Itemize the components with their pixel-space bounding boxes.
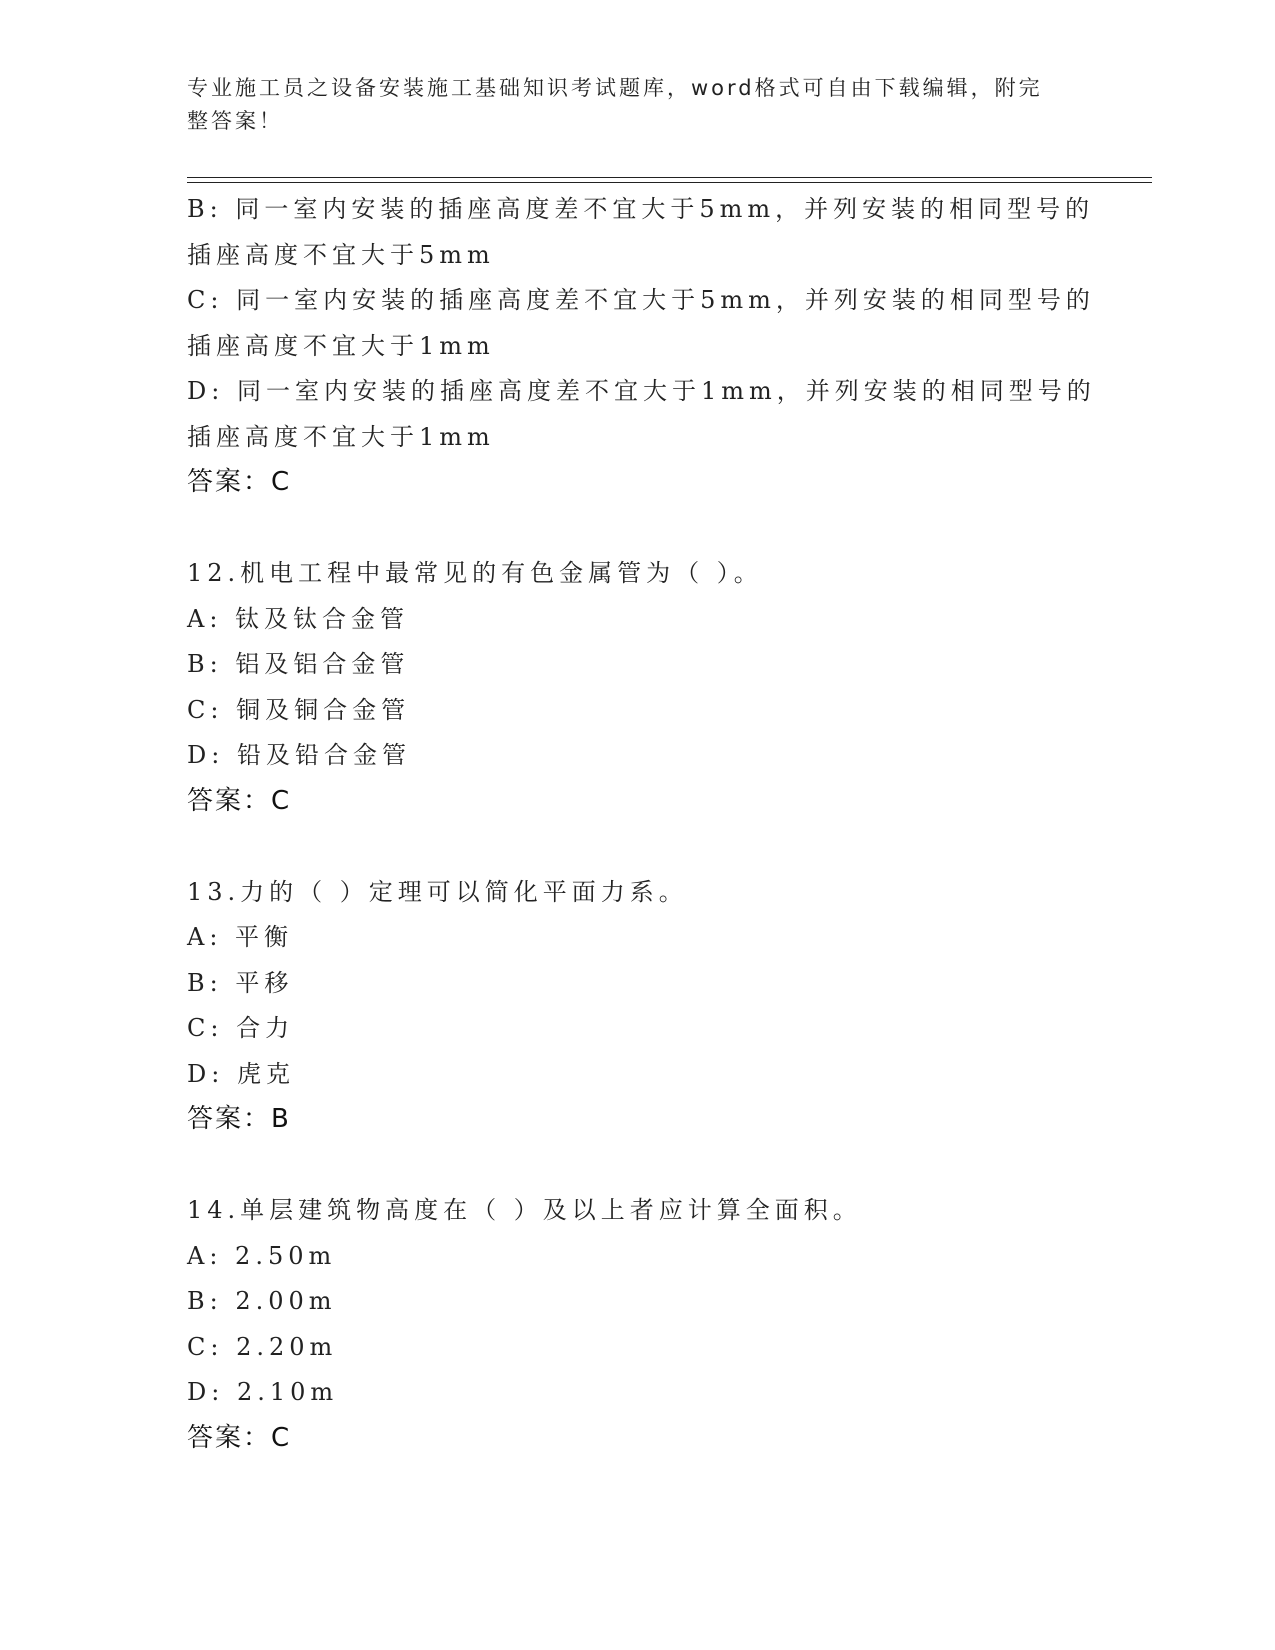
question-list	[187, 187, 1096, 1461]
option-c: C: 铜及铜合金管	[187, 695, 411, 724]
question-14	[187, 1188, 1087, 1461]
option-b: B: 2.00m	[187, 1287, 337, 1315]
question-stem: 13.力的（ ）定理可以简化平面力系。	[187, 877, 688, 906]
option-d: D: 铅及铅合金管	[187, 741, 411, 769]
option-a: A: 平衡	[187, 923, 294, 951]
header-line-1: 专业施工员之设备安装施工基础知识考试题库，word格式可自由下载编辑，附完	[187, 76, 1043, 100]
answer-text: 答案：C	[187, 1422, 292, 1453]
question-stem: 12.机电工程中最常见的有色金属管为（ ）。	[187, 559, 763, 587]
option-b: B: 铝及铝合金管	[187, 650, 410, 678]
answer-text: 答案：C	[187, 467, 292, 497]
option-c-line-2: 插座高度不宜大于1mm	[187, 331, 495, 360]
option-c-line-1: C: 同一室内安装的插座高度差不宜大于5mm，并列安装的相同型号的	[187, 286, 1095, 314]
document-header	[187, 72, 1067, 138]
question-stem: 14.单层建筑物高度在（ ）及以上者应计算全面积。	[187, 1196, 862, 1224]
option-b: B: 平移	[187, 968, 294, 997]
header-divider-top	[187, 177, 1152, 178]
answer-text: 答案：C	[187, 785, 292, 816]
option-d: D: 2.10m	[187, 1378, 339, 1406]
header-divider-bottom	[187, 182, 1152, 183]
option-c: C: 2.20m	[187, 1332, 338, 1361]
option-d-line-2: 插座高度不宜大于1mm	[187, 422, 495, 451]
question-13	[187, 870, 1087, 1143]
header-line-2: 整答案！	[187, 109, 283, 133]
question-12	[187, 551, 1087, 824]
option-a: A: 钛及钛合金管	[187, 604, 410, 633]
option-c: C: 合力	[187, 1014, 295, 1042]
option-b-line-2: 插座高度不宜大于5mm	[187, 240, 495, 269]
option-a: A: 2.50m	[187, 1241, 337, 1270]
option-d-line-1: D: 同一室内安装的插座高度差不宜大于1mm，并列安装的相同型号的	[187, 377, 1096, 405]
prev-question-block	[187, 187, 1096, 506]
option-b-line-1: B: 同一室内安装的插座高度差不宜大于5mm，并列安装的相同型号的	[187, 195, 1095, 223]
answer-text: 答案：B	[187, 1104, 291, 1134]
option-d: D: 虎克	[187, 1059, 295, 1088]
